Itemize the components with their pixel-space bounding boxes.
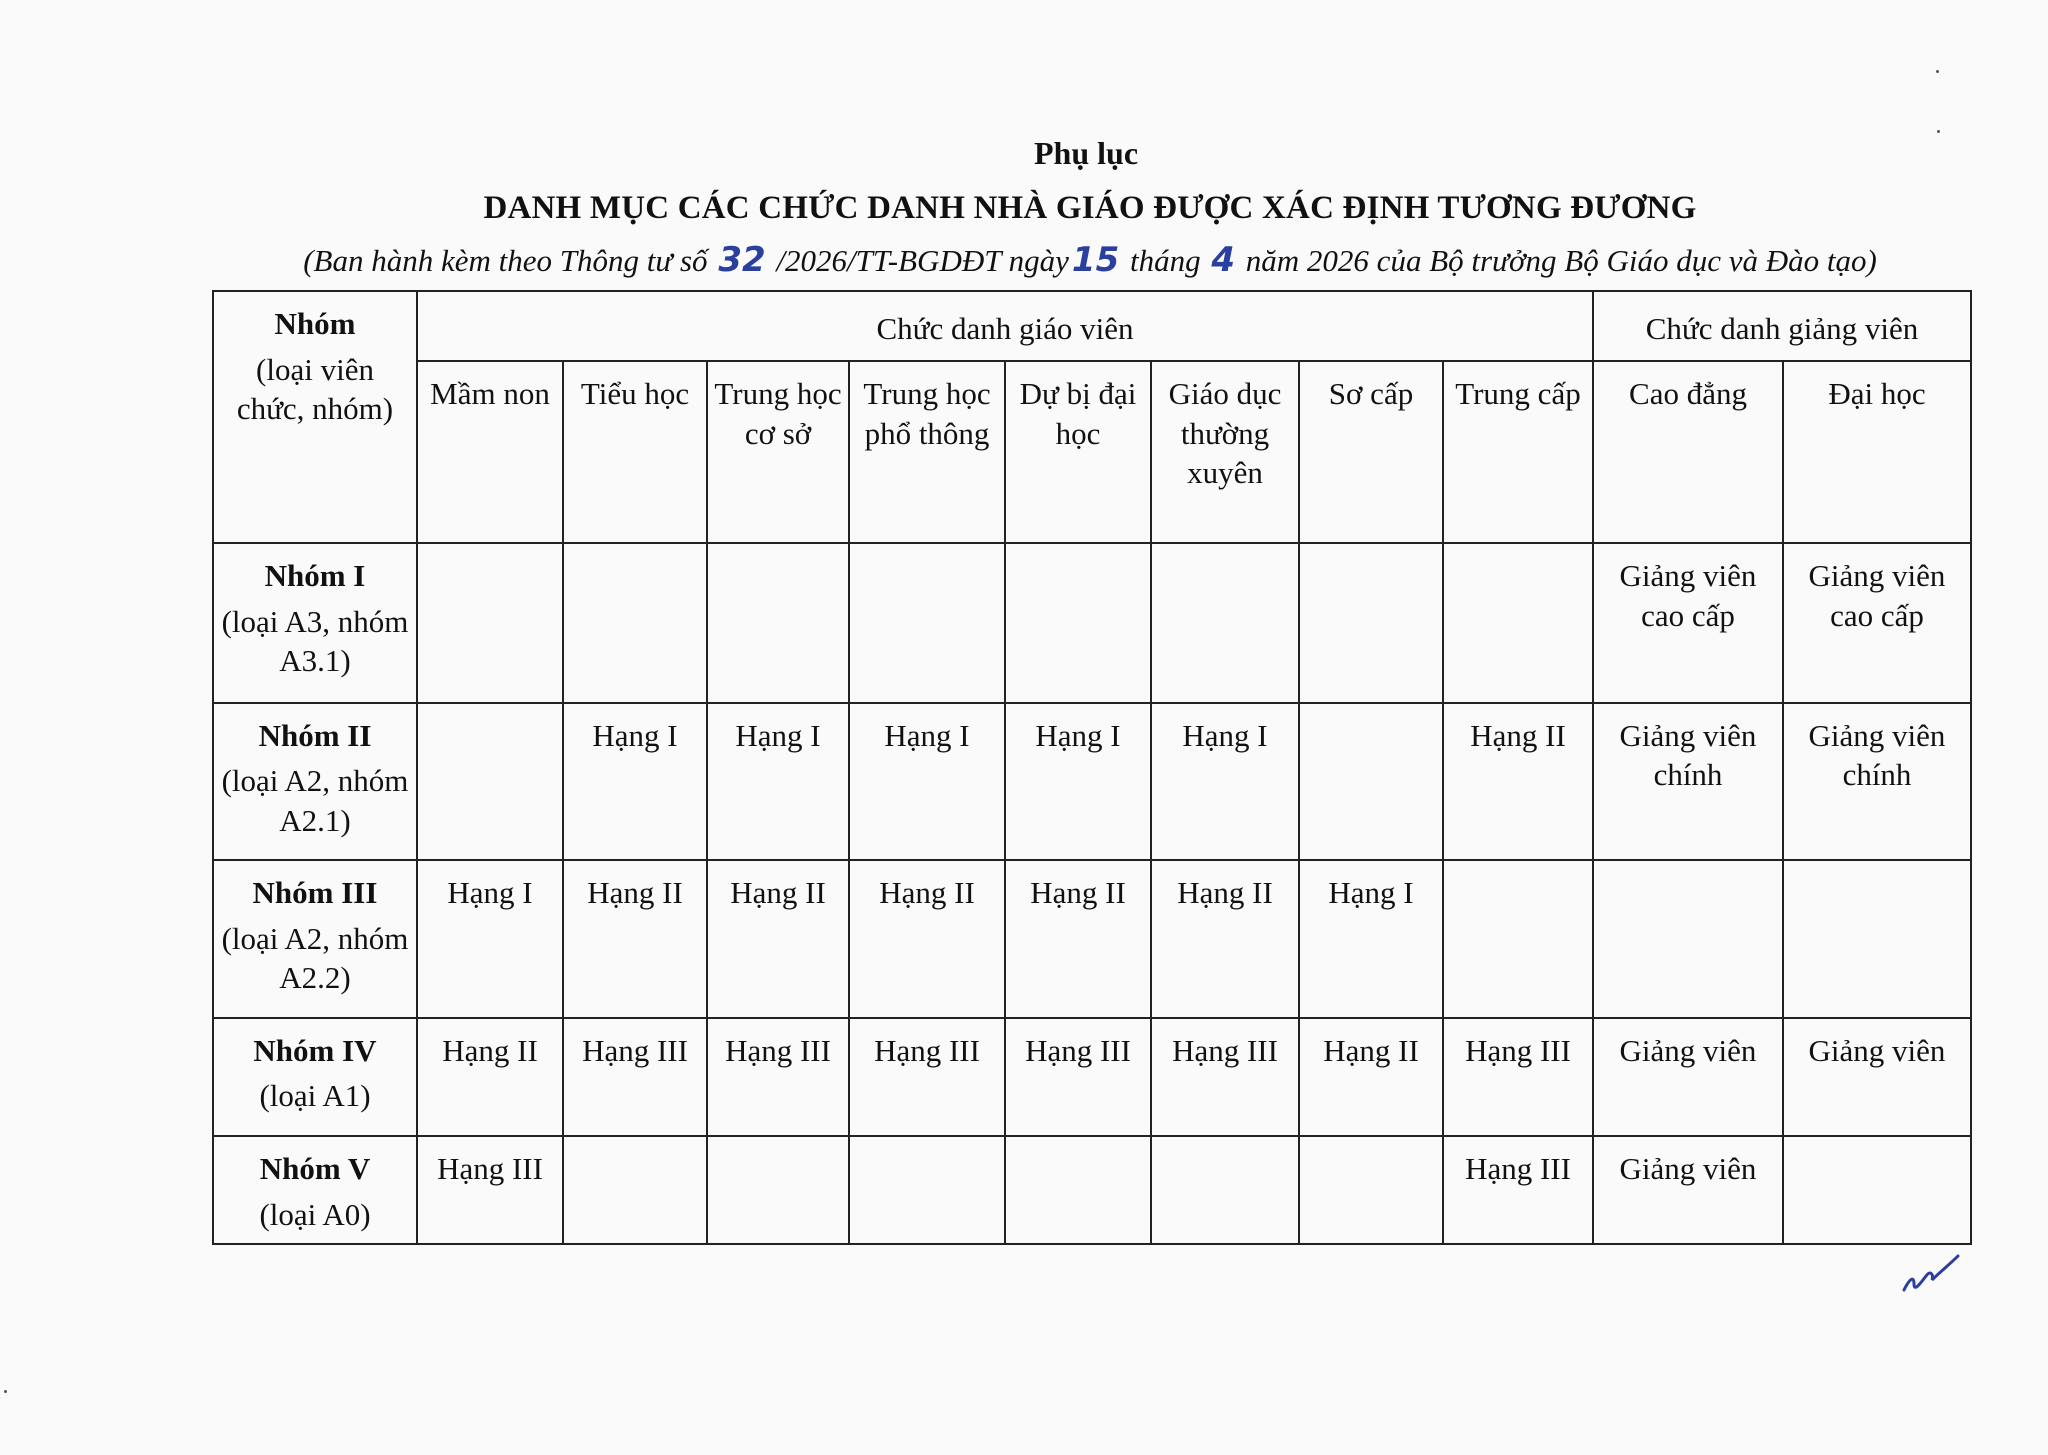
rank-cell: Giảng viên chính [1783, 703, 1971, 861]
rank-cell: Hạng III [1443, 1018, 1593, 1137]
column-header: Trung học phổ thông [849, 361, 1005, 543]
column-header: Mầm non [417, 361, 563, 543]
margin-mark [4, 1390, 7, 1393]
rank-cell: Hạng II [1299, 1018, 1443, 1137]
rank-cell: Hạng I [1005, 703, 1151, 861]
rank-cell: Hạng III [1151, 1018, 1299, 1137]
rank-cell [417, 703, 563, 861]
subtitle-mid-1: /2026/TT-BGDĐT ngày [776, 243, 1069, 278]
column-header: Sơ cấp [1299, 361, 1443, 543]
group-classification: (loại A1) [259, 1078, 371, 1114]
column-header: Cao đẳng [1593, 361, 1783, 543]
group-name: Nhóm V [259, 1151, 371, 1187]
circular-number-handwritten: 32 [718, 240, 766, 280]
day-handwritten: 15 [1071, 240, 1120, 280]
rank-cell: Hạng II [417, 1018, 563, 1137]
rank-cell: Hạng III [707, 1018, 849, 1137]
rank-cell [707, 1136, 849, 1244]
initial-signature-icon [1900, 1248, 1960, 1298]
rank-cell: Hạng III [563, 1018, 707, 1137]
rank-cell [1005, 543, 1151, 703]
rank-cell [563, 543, 707, 703]
rank-cell: Hạng II [1005, 860, 1151, 1018]
rank-cell: Giảng viên [1593, 1018, 1783, 1137]
group-classification: (loại A2, nhóm A2.1) [221, 763, 409, 838]
rank-cell [1299, 1136, 1443, 1244]
group-name: Nhóm II [258, 717, 372, 753]
rank-cell: Hạng I [417, 860, 563, 1018]
group-name: Nhóm IV [253, 1032, 377, 1068]
group-classification: (loại A0) [259, 1196, 371, 1232]
table-row [213, 543, 1971, 703]
rank-cell: Hạng I [563, 703, 707, 861]
rank-cell: Hạng II [849, 860, 1005, 1018]
rank-cell: Giảng viên [1783, 1018, 1971, 1137]
rank-cell: Hạng III [417, 1136, 563, 1244]
rank-cell [1443, 543, 1593, 703]
margin-mark [1937, 130, 1940, 133]
group-cell [213, 1018, 417, 1137]
rank-cell [707, 543, 849, 703]
rank-cell: Hạng I [849, 703, 1005, 861]
table-row [213, 703, 1971, 861]
table-row [213, 860, 1971, 1018]
rank-cell: Giảng viên cao cấp [1593, 543, 1783, 703]
rank-cell: Hạng II [707, 860, 849, 1018]
rank-cell: Hạng III [849, 1018, 1005, 1137]
rank-cell [1783, 1136, 1971, 1244]
rank-cell: Hạng II [563, 860, 707, 1018]
group-cell [213, 860, 417, 1018]
annex-label: Phụ lục [1033, 135, 1139, 171]
column-header: Đại học [1783, 361, 1971, 543]
rank-cell: Hạng I [1299, 860, 1443, 1018]
margin-mark [1936, 70, 1939, 73]
teacher-title-header: Chức danh giáo viên [417, 291, 1593, 361]
rank-cell [417, 543, 563, 703]
rank-cell [1151, 1136, 1299, 1244]
group-header: Nhóm [274, 306, 356, 341]
month-handwritten: 4 [1211, 240, 1236, 280]
table-row [213, 1136, 1971, 1244]
column-header: Trung học cơ sở [707, 361, 849, 543]
group-name: Nhóm III [252, 875, 378, 911]
table-row [213, 1018, 1971, 1137]
group-header-sub: (loại viên chức, nhóm) [236, 351, 394, 427]
rank-cell: Giảng viên [1593, 1136, 1783, 1244]
equivalence-table [212, 290, 1972, 1245]
group-cell [213, 703, 417, 861]
subtitle-prefix: (Ban hành kèm theo Thông tư số [303, 243, 708, 278]
rank-cell: Hạng III [1443, 1136, 1593, 1244]
document-subtitle [240, 240, 1940, 280]
document-title: DANH MỤC CÁC CHỨC DANH NHÀ GIÁO ĐƯỢC XÁC ĐỊNH TƯƠNG ĐƯƠNG [483, 190, 1697, 226]
rank-cell [563, 1136, 707, 1244]
group-cell [213, 543, 417, 703]
column-header: Giáo dục thường xuyên [1151, 361, 1299, 543]
group-cell [213, 1136, 417, 1244]
rank-cell: Hạng I [707, 703, 849, 861]
lecturer-title-header: Chức danh giảng viên [1593, 291, 1971, 361]
rank-cell [1299, 703, 1443, 861]
rank-cell: Hạng I [1151, 703, 1299, 861]
column-header: Trung cấp [1443, 361, 1593, 543]
rank-cell: Hạng II [1443, 703, 1593, 861]
rank-cell: Hạng II [1151, 860, 1299, 1018]
group-name: Nhóm I [264, 558, 366, 593]
rank-cell [1299, 543, 1443, 703]
column-header: Dự bị đại học [1005, 361, 1151, 543]
subtitle-suffix: năm 2026 của Bộ trưởng Bộ Giáo dục và Đào tạo) [1245, 243, 1877, 278]
rank-cell: Giảng viên chính [1593, 703, 1783, 861]
group-classification: (loại A2, nhóm A2.2) [221, 920, 409, 996]
rank-cell [1005, 1136, 1151, 1244]
group-header-cell [213, 291, 417, 543]
rank-cell [849, 1136, 1005, 1244]
rank-cell: Giảng viên cao cấp [1783, 543, 1971, 703]
rank-cell [1443, 860, 1593, 1018]
column-header: Tiểu học [563, 361, 707, 543]
rank-cell [849, 543, 1005, 703]
rank-cell [1151, 543, 1299, 703]
rank-cell: Hạng III [1005, 1018, 1151, 1137]
group-classification: (loại A3, nhóm A3.1) [221, 603, 409, 679]
rank-cell [1593, 860, 1783, 1018]
subtitle-mid-2: tháng [1130, 243, 1201, 278]
rank-cell [1783, 860, 1971, 1018]
